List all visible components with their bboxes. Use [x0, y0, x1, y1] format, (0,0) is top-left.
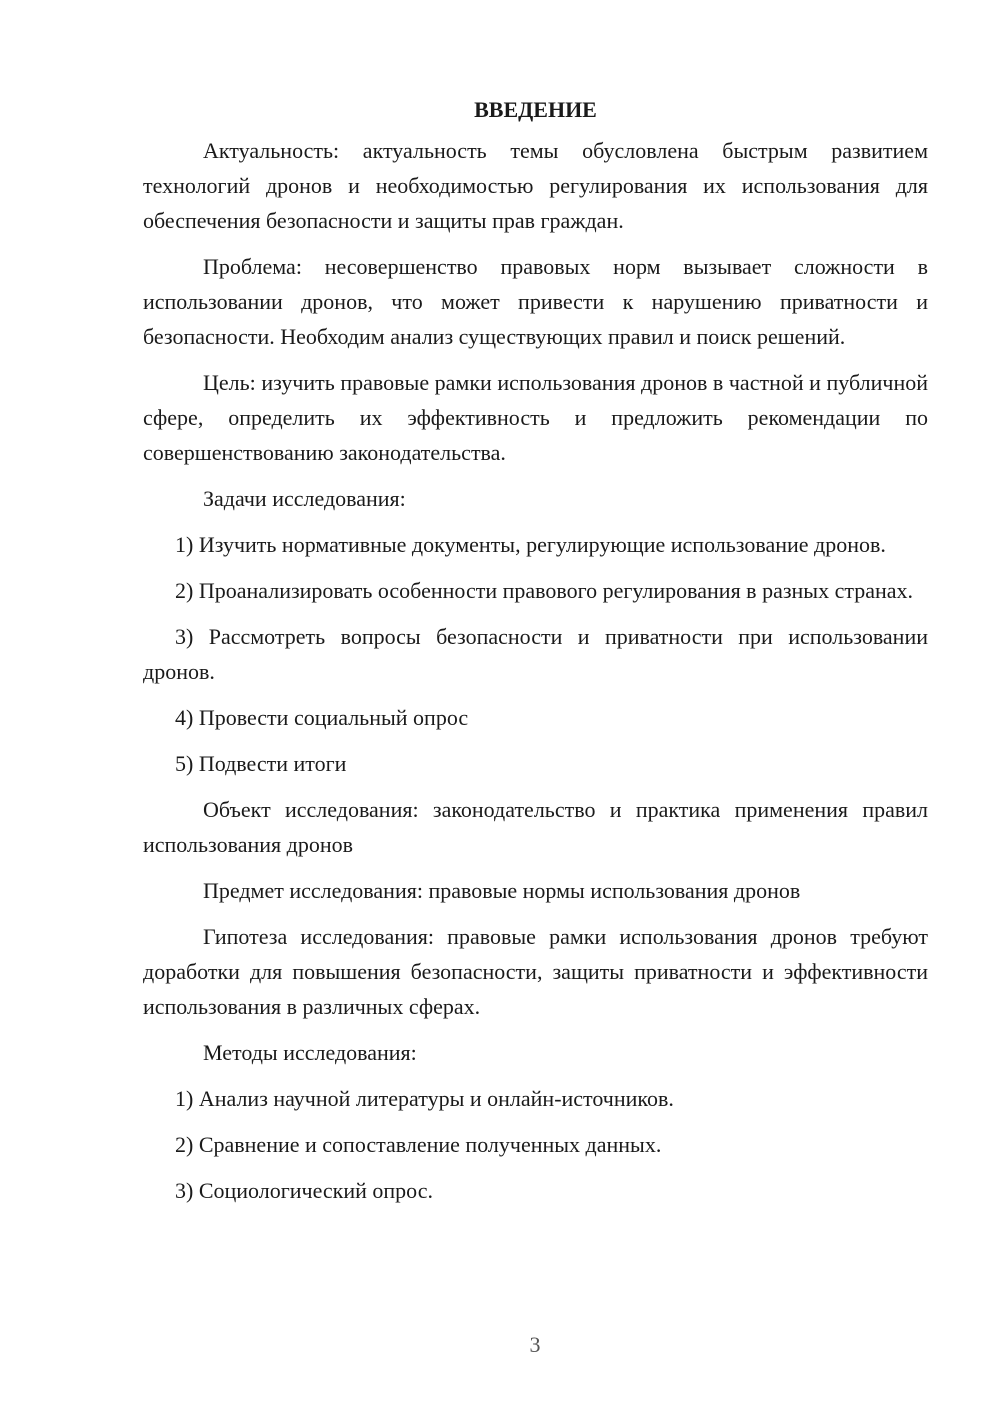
task-item-1: 1) Изучить нормативные документы, регулирующие использование дронов. [175, 532, 886, 557]
task-item-2: 2) Проанализировать особенности правового регулирования в разных странах. [175, 578, 914, 603]
task-item-5: 5) Подвести итоги [175, 751, 347, 776]
method-item-1: 1) Анализ научной литературы и онлайн-источников. [175, 1086, 674, 1111]
document-page [143, 92, 928, 1219]
problem-paragraph: Проблема: несовершенство правовых норм вызывает сложности в использовании дронов, что может привести к нарушению приватности и безопасности. Необходим анализ существующих правил и поиск решений. [143, 254, 928, 349]
hypothesis-paragraph: Гипотеза исследования: правовые рамки использования дронов требуют доработки для повышения безопасности, защиты приватности и эффективности использования в различных сферах. [143, 924, 928, 1019]
method-item-2: 2) Сравнение и сопоставление полученных данных. [175, 1132, 662, 1157]
subject-paragraph: Предмет исследования: правовые нормы использования дронов [203, 878, 801, 903]
task-item-3: 3) Рассмотреть вопросы безопасности и приватности при использовании дронов. [143, 624, 928, 684]
page-title: ВВЕДЕНИЕ [474, 97, 597, 122]
goal-paragraph: Цель: изучить правовые рамки использования дронов в частной и публичной сфере, определить их эффективность и предложить рекомендации по совершенствованию законодательства. [143, 370, 928, 465]
tasks-heading: Задачи исследования: [203, 486, 406, 511]
task-item-4: 4) Провести социальный опрос [175, 705, 469, 730]
methods-heading: Методы исследования: [203, 1040, 417, 1065]
relevance-paragraph: Актуальность: актуальность темы обусловлена быстрым развитием технологий дронов и необходимостью регулирования их использования для обеспечения безопасности и защиты прав граждан. [143, 138, 928, 233]
method-item-3: 3) Социологический опрос. [175, 1178, 433, 1203]
page-number: 3 [529, 1332, 541, 1357]
object-paragraph: Объект исследования: законодательство и практика применения правил использования дронов [143, 797, 928, 857]
